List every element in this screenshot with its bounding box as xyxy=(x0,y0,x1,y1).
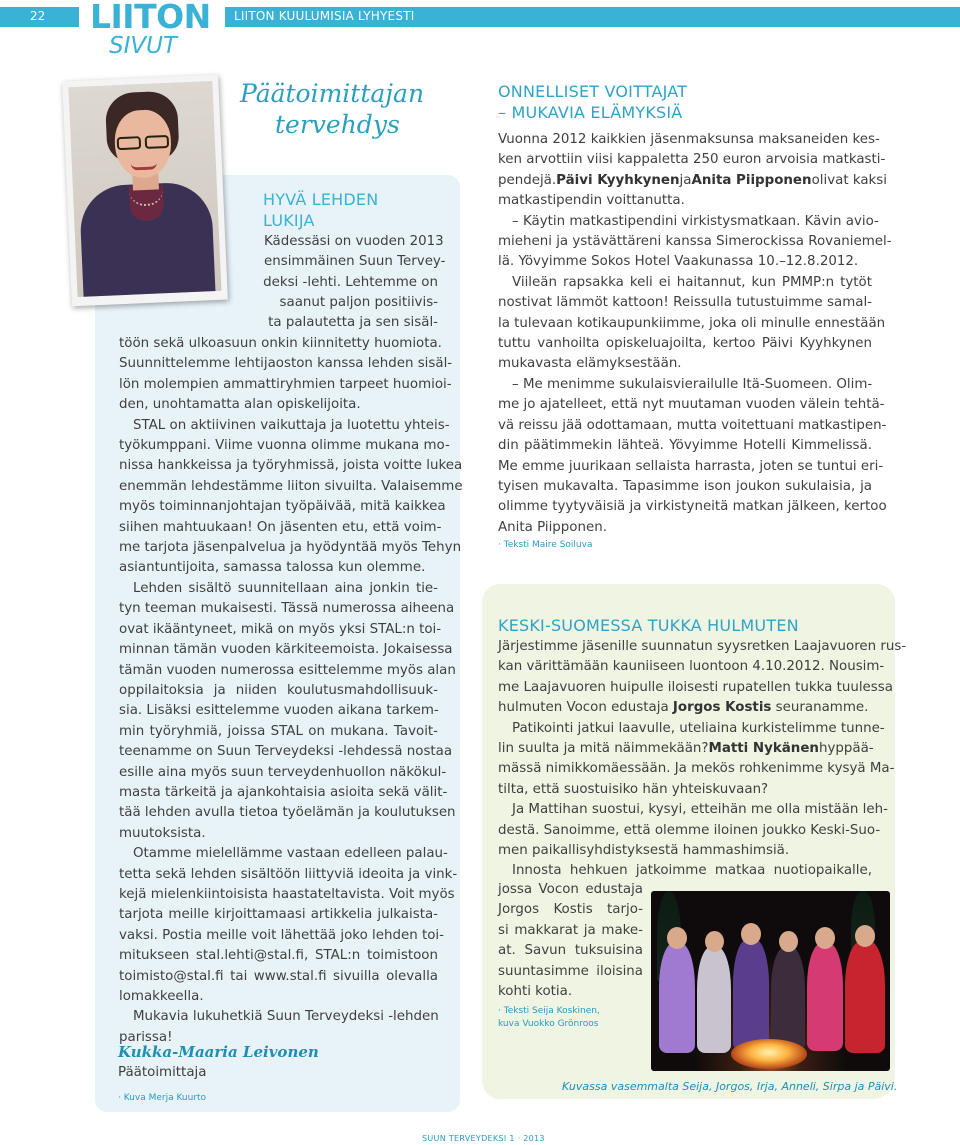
text-line: muutoksista. xyxy=(119,825,206,841)
text-line: mieheni ja ystävättäreni kanssa Simerockissa Rovaniemel- xyxy=(498,234,892,250)
text-line: Otamme mielellämme vastaan edelleen palau- xyxy=(133,846,448,862)
text-line: – Me menimme sukulaisvierailulle Itä-Suomeen. Olim- xyxy=(512,376,873,392)
photo-credit: · Kuva Merja Kuurto xyxy=(118,1093,207,1103)
text-line: Mukavia lukuhetkiä Suun Terveydeksi -lehden xyxy=(133,1009,439,1025)
text-line: tämän vuoden numerossa esittelemme myös alan xyxy=(119,662,456,678)
text-line: masta tärkeitä ja ajankohtaisia asioita sekä välit- xyxy=(119,784,448,800)
text-run: pendejä. xyxy=(498,172,557,188)
text-line: la tulevaan kotikaupunkiimme, joka oli minulle ennestään xyxy=(498,315,886,331)
text-run: olivat kaksi xyxy=(811,172,888,188)
text-run: ja xyxy=(679,172,692,188)
text-line: Innosta hehkuen jatkoimme matkaa nuotiopaikalle, xyxy=(512,863,872,879)
text-line: me jo ajatelleet, että nyt muutaman vuoden välein tehtä- xyxy=(498,397,885,413)
text-run: hyppää- xyxy=(818,741,874,757)
text-line: tetta sekä lehden sisältöön liittyviä ideoita ja vink- xyxy=(119,866,458,882)
text-line: Me emme juurikaan sellaista harrasta, joten se tuntui eri- xyxy=(498,458,884,474)
trip-body-wrap xyxy=(498,880,643,1002)
trip-heading: KESKI-SUOMESSA TUKKA HULMUTEN xyxy=(498,616,799,635)
person-name: Matti Nykänen xyxy=(708,741,819,757)
text-line: ovat ikääntyneet, mikä on myös yksi STAL:n toi- xyxy=(119,621,442,637)
text-line: den, unohtamatta alan opiskelijoita. xyxy=(119,397,361,413)
editor-role: Päätoimittaja xyxy=(118,1065,207,1080)
section-header-bar xyxy=(225,7,960,27)
text-line: työkumppani. Viime vuonna olimme mukana mo- xyxy=(119,438,450,454)
text-line: lä. Yövyimme Sokos Hotel Vaakunassa 10.–12.8.2012. xyxy=(498,254,859,270)
text-line: lomakkeella. xyxy=(119,989,204,1004)
editorial-heading-line1: HYVÄ LEHDEN xyxy=(263,190,379,209)
text-line: myös toiminnanjohtajan työpäivää, mitä kaikkea xyxy=(119,499,446,515)
text-line: olimme tyytyväisiä ja virkistyneitä matkan jälkeen, kertoo xyxy=(498,499,887,515)
winners-heading-line1: ONNELLISET VOITTAJAT xyxy=(498,82,688,101)
text-line: enemmän lehdestämme liiton sivuilta. Valaisemme xyxy=(119,478,463,494)
text-line: mitukseen stal.lehti@stal.fi, STAL:n toimistoon xyxy=(119,948,438,964)
trip-credit-line1: · Teksti Seija Koskinen, xyxy=(498,1006,600,1016)
text-line: Suunnittelemme lehtijaoston kanssa lehden sisäl- xyxy=(119,356,453,372)
text-line: destä. Sanoimme, että olemme iloinen joukko Keski-Suo- xyxy=(498,822,881,838)
text-line: deksi -lehti. Lehtemme on xyxy=(263,275,438,290)
text-line-mixed xyxy=(498,739,872,759)
photo-caption: Kuvassa vasemmalta Seija, Jorgos, Irja, Anneli, Sirpa ja Päivi. xyxy=(562,1080,898,1093)
text-line: töön sekä ulkoasuun onkin kiinnitetty huomiota. xyxy=(119,336,442,351)
text-line: tarjota meille kirjoittamaasi artikkelia julkaista- xyxy=(119,907,438,923)
text-line: si makkarat ja make- xyxy=(498,922,643,938)
text-line: Ja Mattihan suostui, kysyi, etteihän me olla mistään leh- xyxy=(512,802,888,818)
text-run: hulmuten Vocon edustaja xyxy=(498,700,669,716)
editorial-title-line1: Päätoimittajan xyxy=(240,79,425,108)
text-run: seuranamme. xyxy=(775,700,869,716)
text-line: din päätimmekin lähteä. Yövyimme Hotelli Kimmelissä. xyxy=(498,438,872,454)
editor-signature: Kukka-Maaria Leivonen xyxy=(118,1043,319,1061)
editorial-heading-line2: LUKIJA xyxy=(263,211,315,230)
text-line: oppilaitoksia ja niiden koulutusmahdollisuuk- xyxy=(119,682,438,698)
editorial-intro xyxy=(264,232,446,273)
text-line: Lehden sisältö suunnitellaan aina jonkin tie- xyxy=(133,580,438,596)
text-line: ken arvottiin viisi kappaletta 250 euron arvoisia matkasti- xyxy=(498,152,886,168)
text-line: – Käytin matkastipendini virkistysmatkaan. Kävin avio- xyxy=(512,213,879,229)
group-photo xyxy=(651,891,890,1071)
brand-sivut: SIVUT xyxy=(109,33,178,59)
text-line: mukavasta elämyksestään. xyxy=(498,356,682,372)
text-line: jossa Vocon edustaja xyxy=(498,882,643,897)
person-name: Jorgos Kostis xyxy=(672,700,772,716)
page-number: 22 xyxy=(30,9,46,23)
text-line: lön molempien ammattiryhmien tarpeet huomioi- xyxy=(119,376,452,392)
text-line: esille aina myös suun terveydenhuollon näkökul- xyxy=(119,764,447,780)
text-line: men paikallisyhdistyksestä hammashimsiä. xyxy=(498,843,790,859)
editorial-intro-cont2 xyxy=(264,293,438,334)
text-line: sia. Lisäksi esittelemme vuoden aikana tarkem- xyxy=(119,703,439,719)
text-line: kohti kotia. xyxy=(498,984,573,1000)
text-line-mixed xyxy=(498,698,872,718)
winner-name: Anita Piipponen xyxy=(691,172,812,188)
text-line: toimisto@stal.fi tai www.stal.fi sivuilla olevalla xyxy=(119,968,438,984)
winners-body xyxy=(498,130,892,538)
text-line: at. Savun tuksuisina xyxy=(498,943,643,959)
text-line: kejä mielenkiintoisista haastateltavista. Voit myös xyxy=(119,886,455,902)
text-line: Anita Piipponen. xyxy=(498,519,607,535)
text-line: Jorgos Kostis tarjo- xyxy=(498,902,643,918)
text-line: tyisen mukavalta. Tapasimme ison joukon sukulaisia, ja xyxy=(498,478,872,494)
editorial-body xyxy=(119,334,463,1048)
winner-name: Päivi Kyyhkynen xyxy=(556,172,680,188)
brand-liiton: LIITON xyxy=(90,0,211,36)
text-run: lin suulta ja mitä näimmekään? xyxy=(498,741,709,757)
text-line: mässä nimikkomäessään. Ja mekös rohkenimme kysyä Ma- xyxy=(498,761,895,777)
text-line: Järjestimme jäsenille suunnatun syysretken Laajavuoren rus- xyxy=(498,639,907,654)
section-title: LIITON KUULUMISIA LYHYESTI xyxy=(234,9,415,23)
text-line: teenamme on Suun Terveydeksi -lehdessä nostaa xyxy=(119,744,453,760)
trip-credit-line2: kuva Vuokko Grönroos xyxy=(498,1019,599,1029)
text-line: siihen mahtuukaan! On jäsenten etu, että voim- xyxy=(119,519,442,535)
text-line: ta palautetta ja sen sisäl- xyxy=(268,315,438,331)
text-line: asiantuntijoita, samassa talossa kun olemme. xyxy=(119,560,426,576)
text-line: vaksi. Postia meille voit lähettää joko lehden toi- xyxy=(119,927,444,943)
text-line: tää lehden avulla tietoa työelämän ja koulutuksen xyxy=(119,805,456,821)
text-line: Viileän rapsakka keli ei haitannut, kun PMMP:n tytöt xyxy=(512,274,872,290)
text-line: suuntasimme iloisina xyxy=(498,963,643,979)
text-line: nostivat lämmöt kattoon! Reissulla tutustuimme samal- xyxy=(498,295,872,311)
text-line: Kädessäsi on vuoden 2013 xyxy=(264,234,444,249)
text-line: nissa hankkeissa ja työryhmissä, joista voitte lukea xyxy=(119,458,463,474)
editorial-title-line2: tervehdys xyxy=(275,110,400,139)
text-line: matkastipendin voittanutta. xyxy=(498,193,685,209)
page-number-box xyxy=(0,7,79,27)
text-line: tuttu vanhoilta opiskeluajoilta, kertoo Päivi Kyyhkynen xyxy=(498,336,872,352)
text-line: kan värittämään kauniiseen luontoon 4.10.2012. Nousim- xyxy=(498,659,885,675)
text-line: tilta, että suostuisiko hän yhteiskuvaan? xyxy=(498,781,769,797)
text-line: STAL on aktiivinen vaikuttaja ja luotettu yhteis- xyxy=(133,417,450,433)
winners-heading-line2: – MUKAVIA ELÄMYKSIÄ xyxy=(498,103,683,122)
text-line-mixed xyxy=(498,171,888,191)
editorial-intro-cont xyxy=(248,273,438,293)
text-line: saanut paljon positiivis- xyxy=(279,295,438,310)
trip-body xyxy=(498,637,907,882)
text-line: me tarjota jäsenpalvelua ja hyödyntää myös Tehyn xyxy=(119,540,462,556)
text-line: tyn teeman mukaisesti. Tässä numerossa aiheena xyxy=(119,601,455,617)
text-line: Vuonna 2012 kaikkien jäsenmaksunsa maksaneiden kes- xyxy=(498,132,880,147)
text-line: Patikointi jatkui laavulle, uteliaina kurkistelimme tunne- xyxy=(512,720,885,736)
winners-credit: · Teksti Maire Soiluva xyxy=(498,540,593,550)
text-line: vä reissu jää odottamaan, mutta voitettuani matkastipen- xyxy=(498,417,887,433)
text-line: parissa! xyxy=(119,1029,173,1045)
footer-publication: SUUN TERVEYDEKSI 1 · 2013 xyxy=(422,1134,545,1143)
text-line: minnan tämän vuoden kärkiteemoista. Jokaisessa xyxy=(119,642,453,658)
editor-portrait-photo xyxy=(62,75,228,307)
text-line: me Laajavuoren huipulle iloisesti rupatellen tukka tuulessa xyxy=(498,679,893,695)
text-line: min työryhmiä, joissa STAL on mukana. Tavoit- xyxy=(119,723,438,739)
text-line: ensimmäinen Suun Tervey- xyxy=(264,254,446,270)
